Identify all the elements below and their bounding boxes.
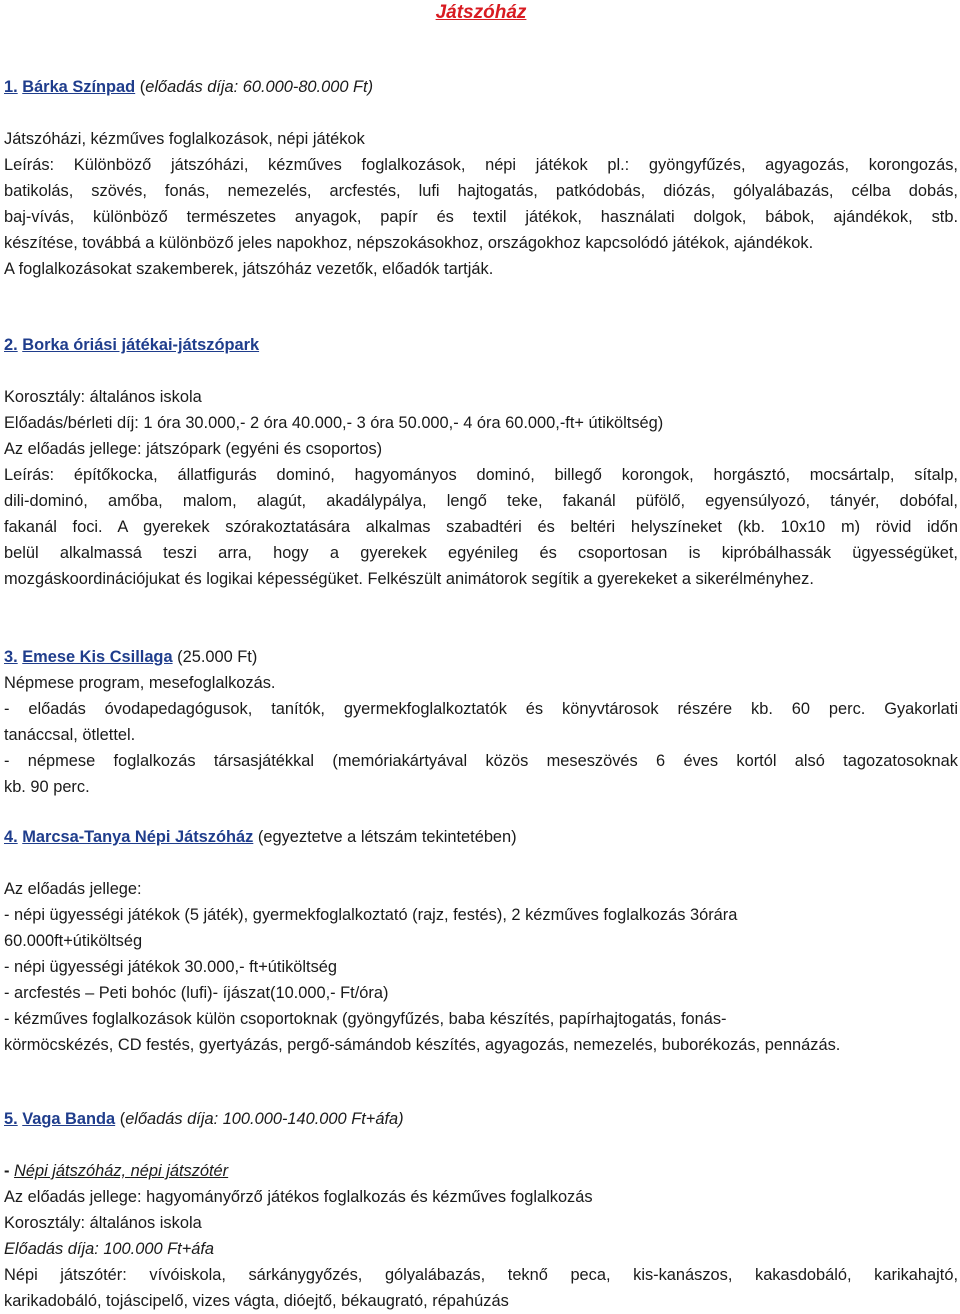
section-number: 5. <box>4 1110 18 1128</box>
paragraph-line: Népmese program, mesefoglalkozás. <box>4 674 276 692</box>
paragraph-line: fakanál foci. A gyerekek szórakoztatására alkalmas szabadtéri és beltéri helyszíneket (kb. 10x10 m) rövid időn <box>4 518 958 536</box>
paragraph-line: Játszóházi, kézműves foglalkozások, népi játékok <box>4 130 365 148</box>
section-3-heading <box>4 644 257 670</box>
paragraph-line: mozgáskoordinációjukat és logikai képességüket. Felkészült animátorok segítik a gyerekeket a sikerélményhez. <box>4 570 814 588</box>
paragraph-line: Korosztály: általános iskola <box>4 1214 202 1232</box>
paragraph-line: dili-dominó, amőba, malom, alagút, akadálypálya, lengő teke, fakanál püfölő, egyensúlyozó, tányér, dobófal, <box>4 492 958 510</box>
paragraph-line: A foglalkozásokat szakemberek, játszóház vezetők, előadók tartják. <box>4 260 494 278</box>
paragraph-line: Korosztály: általános iskola <box>4 388 202 406</box>
section-5-heading: 5. Vaga Banda (előadás díja: 100.000-140.000 Ft+áfa) <box>4 1110 404 1128</box>
paragraph-line: - népi ügyességi játékok (5 játék), gyermekfoglalkoztató (rajz, festés), 2 kézműves foglalkozás 3órára <box>4 906 738 924</box>
paragraph-line: Leírás: építőkocka, állatfigurás dominó, hagyományos dominó, billegő korongok, horgásztó, mocsártalp, sítalp, <box>4 466 958 484</box>
paragraph-line: - arcfestés – Peti bohóc (lufi)- íjászat(10.000,- Ft/óra) <box>4 984 389 1002</box>
paragraph-line: baj-vívás, különböző természetes anyagok, papír és textil játékok, használati dolgok, bábok, ajándékok, stb. <box>4 208 958 226</box>
section-fee: előadás díja: 60.000-80.000 Ft) <box>145 78 374 96</box>
paragraph-line: Leírás: Különböző játszóházi, kézműves foglalkozások, népi játékok pl.: gyöngyfűzés, agyagozás, korongozás, <box>4 156 958 174</box>
paragraph-line: belül alkalmassá teszi arra, hogy a gyerekek egyénileg és csoportosan is kipróbálhassák ügyességüket, <box>4 544 958 562</box>
paragraph-line: - kézműves foglalkozások külön csoportoknak (gyöngyfűzés, baba készítés, papírhajtogatás, fonás- <box>4 1010 727 1028</box>
page-title: Játszóház <box>435 2 527 23</box>
section-number: 2. <box>4 336 18 354</box>
paragraph-line: készítése, továbbá a különböző jeles napokhoz, népszokásokhoz, országokhoz kapcsolódó játékok, ajándékok. <box>4 234 814 252</box>
section-name: Bárka Színpad <box>22 78 136 96</box>
section-2-heading <box>4 332 259 358</box>
paragraph-line: - előadás óvodapedagógusok, tanítók, gyermekfoglalkoztatók és könyvtárosok részére kb. 60 perc. Gyakorlati <box>4 700 958 718</box>
section-number: 3. <box>4 648 18 666</box>
paragraph-line: - népi ügyességi játékok 30.000,- ft+útiköltség <box>4 958 338 976</box>
section-name: Borka óriási játékai-játszópark <box>22 336 260 354</box>
paragraph-line: batikolás, szövés, fonás, nemezelés, arcfestés, lufi hajtogatás, patkódobás, diózás, gólyalábazás, célba dobás, <box>4 182 958 200</box>
section-number: 1. <box>4 78 18 96</box>
paragraph-line: 60.000ft+útiköltség <box>4 932 143 950</box>
paragraph-line: - népmese foglalkozás társasjátékkal (memóriakártyával közös meseszövés 6 éves kortól alsó tagozatosoknak <box>4 752 958 770</box>
paragraph-line: Az előadás jellege: <box>4 880 142 898</box>
paragraph-line: karikadobáló, tojáscipelő, vizes vágta, dióejtő, békaugrató, répahúzás <box>4 1292 509 1310</box>
paragraph-line: Az előadás jellege: játszópark (egyéni és csoportos) <box>4 440 383 458</box>
section-name: Marcsa-Tanya Népi Játszóház <box>22 828 254 846</box>
subheading: - Népi játszóház, népi játszótér <box>4 1162 229 1180</box>
paragraph-line: Előadás/bérleti díj: 1 óra 30.000,- 2 óra 40.000,- 3 óra 50.000,- 4 óra 60.000,-ft+ útiköltség) <box>4 414 664 432</box>
section-4-heading <box>4 824 517 850</box>
paragraph-line: tanáccsal, ötlettel. <box>4 726 136 744</box>
section-number: 4. <box>4 828 18 846</box>
section-fee: (25.000 Ft) <box>177 648 258 666</box>
section-1-heading: 1. Bárka Színpad (előadás díja: 60.000-80.000 Ft) <box>4 78 374 96</box>
paragraph-line: Népi játszótér: vívóiskola, sárkánygyőzés, gólyalábazás, teknő peca, kis-kanászos, kakasdobáló, karikahajtó, <box>4 1266 958 1284</box>
paragraph-line: Előadás díja: 100.000 Ft+áfa <box>4 1240 215 1258</box>
paragraph-line: kb. 90 perc. <box>4 778 90 796</box>
section-name: Vaga Banda <box>22 1110 116 1128</box>
paragraph-line: Az előadás jellege: hagyományőrző játékos foglalkozás és kézműves foglalkozás <box>4 1188 593 1206</box>
section-fee: előadás díja: 100.000-140.000 Ft+áfa) <box>125 1110 404 1128</box>
section-note: (egyeztetve a létszám tekintetében) <box>257 828 517 846</box>
section-name: Emese Kis Csillaga <box>22 648 173 666</box>
subheading-text: Népi játszóház, népi játszótér <box>14 1162 229 1180</box>
paragraph-line: körmöcskézés, CD festés, gyertyázás, pergő-sámándob készítés, agyagozás, nemezelés, buborékozás, pennázás. <box>4 1036 841 1054</box>
